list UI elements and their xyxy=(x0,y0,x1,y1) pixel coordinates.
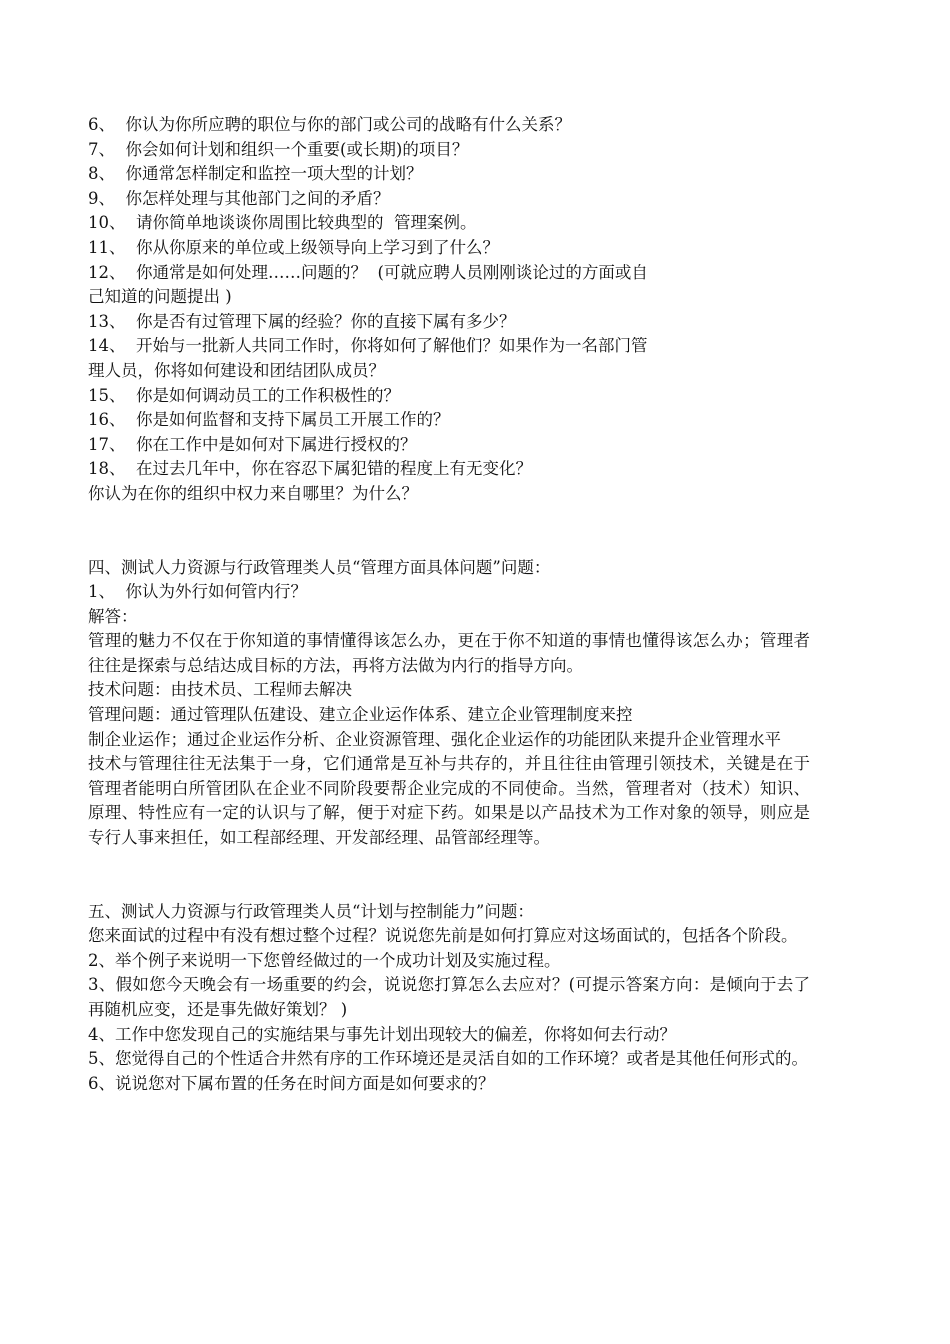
question-line: 10、 请你简单地谈谈你周围比较典型的 管理案例。 xyxy=(88,213,477,233)
question-line: 你认为在你的组织中权力来自哪里？为什么？ xyxy=(88,483,418,503)
question-paragraph: 5、您觉得自己的个性适合井然有序的工作环境还是灵活自如的工作环境？或者是其他任何形式的。 xyxy=(88,1049,808,1069)
question-line: 8、 你通常怎样制定和监控一项大型的计划？ xyxy=(88,164,423,184)
question-paragraph: 4、工作中您发现自己的实施结果与事先计划出现较大的偏差，你将如何去行动？ xyxy=(88,1024,676,1044)
question-line: 17、 你在工作中是如何对下属进行授权的？ xyxy=(88,434,417,454)
question-line: 1、 你认为外行如何管内行？ xyxy=(88,582,307,602)
section-gap xyxy=(88,507,810,556)
answer-paragraph: 技术与管理往往无法集于一身，它们通常是互补与共存的，并且往往由管理引领技术，关键是在于管理者能明白所管团队在企业不同阶段要帮企业完成的不同使命。当然，管理者对（技术）知识、原理、特性应有一定的认识与了解，便于对症下药。如果是以产品技术为工作对象的领导，则应是专行人事来担任，如工程部经理、开发部经理、品管部经理等。 xyxy=(88,754,810,848)
section-gap xyxy=(88,851,810,900)
question-line: 14、 开始与一批新人共同工作时，你将如何了解他们？如果作为一名部门管 xyxy=(88,336,648,356)
question-line: 15、 你是如何调动员工的工作积极性的？ xyxy=(88,385,400,405)
question-line: 11、 你从你原来的单位或上级领导向上学习到了什么？ xyxy=(88,237,499,257)
section-5 xyxy=(88,900,810,1097)
answer-paragraph: 制企业运作；通过企业运作分析、企业资源管理、强化企业运作的功能团队来提升企业管理水平 xyxy=(88,729,781,749)
question-line: 13、 你是否有过管理下属的经验？你的直接下属有多少？ xyxy=(88,311,516,331)
answer-paragraph: 技术问题：由技术员、工程师去解决 xyxy=(88,680,352,700)
question-line: 理人员，你将如何建设和团结团队成员？ xyxy=(88,360,385,380)
section-heading: 五、测试人力资源与行政管理类人员“计划与控制能力”问题： xyxy=(88,901,534,921)
question-paragraph: 6、说说您对下属布置的任务在时间方面是如何要求的？ xyxy=(88,1073,495,1093)
question-paragraph: 您来面试的过程中有没有想过整个过程？说说您先前是如何打算应对这场面试的，包括各个阶段。 xyxy=(88,926,798,946)
question-paragraph: 3、假如您今天晚会有一场重要的约会，说说您打算怎么去应对？(可提示答案方向：是倾向于去了再随机应变，还是事先做好策划？ ) xyxy=(88,975,810,1019)
answer-paragraph: 管理问题：通过管理队伍建设、建立企业运作体系、建立企业管理制度来控 xyxy=(88,705,633,725)
question-line: 6、 你认为你所应聘的职位与你的部门或公司的战略有什么关系？ xyxy=(88,115,571,134)
answer-paragraph: 管理的魅力不仅在于你知道的事情懂得该怎么办，更在于你不知道的事情也懂得该怎么办；管理者往往是探索与总结达成目标的方法，再将方法做为内行的指导方向。 xyxy=(88,631,810,675)
question-line: 16、 你是如何监督和支持下属员工开展工作的？ xyxy=(88,410,450,430)
document-page xyxy=(88,113,810,1096)
question-line: 7、 你会如何计划和组织一个重要(或长期)的项目？ xyxy=(88,139,469,159)
question-line: 18、 在过去几年中，你在容忍下属犯错的程度上有无变化？ xyxy=(88,459,532,479)
section-4 xyxy=(88,556,810,851)
section-3-questions xyxy=(88,113,810,507)
question-line: 9、 你怎样处理与其他部门之间的矛盾？ xyxy=(88,188,390,208)
answer-label: 解答： xyxy=(88,606,138,626)
section-heading: 四、测试人力资源与行政管理类人员“管理方面具体问题”问题： xyxy=(88,557,551,577)
question-line: 己知道的问题提出 ) xyxy=(88,287,232,307)
question-line: 12、 你通常是如何处理……问题的？ (可就应聘人员刚刚谈论过的方面或自 xyxy=(88,262,648,282)
question-paragraph: 2、举个例子来说明一下您曾经做过的一个成功计划及实施过程。 xyxy=(88,950,561,970)
